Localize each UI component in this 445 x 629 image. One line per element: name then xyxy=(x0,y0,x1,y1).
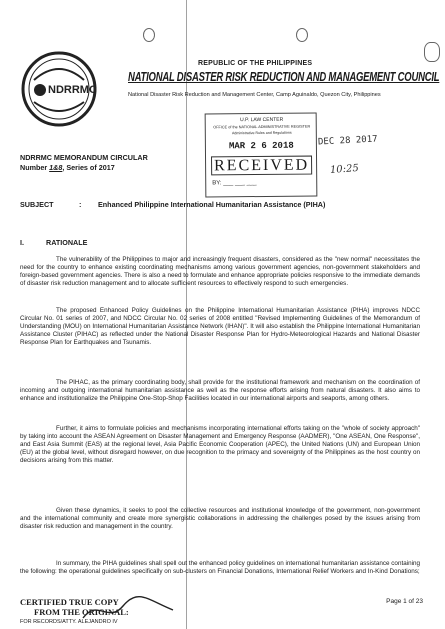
paragraph xyxy=(20,256,420,288)
section-heading xyxy=(20,238,88,247)
council-heading xyxy=(128,70,440,84)
handwritten-time: 10:25 xyxy=(329,163,360,176)
paragraph xyxy=(20,560,420,576)
punch-hole-mark xyxy=(296,28,308,42)
punch-hole-mark xyxy=(424,42,440,62)
council-address: National Disaster Risk Reduction and Management Center, Camp Aguinaldo, Quezon City, Philippines xyxy=(128,92,381,98)
paragraph-text: The PIHAC, as the primary coordinating body, shall provide for the institutional framework and mechanism on the coordination of incoming and outgoing international humanitarian assistance as well as the response efforts arising from natural disasters. It also aims to enhance and institutionalize the Philippine One-Stop-Shop Facilities located in our international airports and seaports, among others. xyxy=(20,379,420,403)
paragraph xyxy=(20,507,420,531)
subject-label: SUBJECT xyxy=(20,200,54,209)
page-number: Page 1 of 23 xyxy=(386,598,423,605)
paragraph-text: Further, it aims to formulate policies and mechanisms incorporating international efforts taking on the "whole of society approach" by taking into account the ASEAN Agreement on Disaster Management and Emergency Response (AADMER), "One ASEAN, One Response", and East Asia Summit (EAS) at the regional level, Asia Pacific Economic Cooperation (APEC), the United Nations (UN) and European Union (EU) at the global level, without disregard however, on due recognition to the primacy and sovereignty of the Philippines as the host country on decisions arising from this matter. xyxy=(20,425,420,465)
stamp-date: MAR 2 6 2018 xyxy=(228,140,294,152)
cert-line-3: FOR RECORDS/ATTY. ALEJANDRO IV xyxy=(20,619,118,625)
paragraph xyxy=(20,379,420,403)
paragraph xyxy=(20,307,420,347)
signature-scribble xyxy=(78,596,178,626)
paragraph-text: The vulnerability of the Philippines to major and increasingly frequent disasters, considered as the "new normal" necessitates the need for the country to enhance existing coordinating mechanisms among various government agencies, non-government stakeholders and foreign-based government agencies. There is also a need to formulate and enhance appropriate policies responsive to the immediate demands of disaster risk reduction management and to allocate sufficient resources to effectively respond to such emergencies. xyxy=(20,256,420,288)
received-stamp xyxy=(205,113,318,198)
stamp-line-3: Administrative Rules and Regulations xyxy=(231,130,292,136)
punch-hole-mark xyxy=(143,28,155,42)
stamp-by: BY: ___ ___ ___ xyxy=(212,180,257,187)
ndrrmc-logo xyxy=(20,50,98,128)
memo-title: NDRRMC MEMORANDUM CIRCULAR xyxy=(20,153,148,162)
subject-colon: : xyxy=(79,200,82,209)
memo-series: , Series of 2017 xyxy=(62,163,115,172)
logo-text: NDRRMC xyxy=(48,84,97,96)
paragraph-text: In summary, the PIHA guidelines shall spell out the enhanced policy guidelines on international humanitarian assistance containing the following: the operational guidelines specifically on sub-clusters on Financial Donations, International Relief Workers and In-Kind Donations; xyxy=(20,560,420,576)
handwritten-date: DEC 28 2017 xyxy=(317,134,378,148)
stamp-received: RECEIVED xyxy=(211,156,312,176)
memo-number-value: 1&8 xyxy=(49,163,63,172)
memo-number xyxy=(20,163,115,172)
section-title: RATIONALE xyxy=(46,238,88,247)
paragraph xyxy=(20,425,420,465)
memo-number-prefix: Number xyxy=(20,163,48,172)
section-number: I. xyxy=(20,238,24,247)
cert-line-1: CERTIFIED TRUE COPY xyxy=(20,597,119,607)
republic-heading: REPUBLIC OF THE PHILIPPINES xyxy=(198,60,313,67)
paragraph-text: The proposed Enhanced Policy Guidelines on the Philippine International Humanitarian Assistance (PIHA) improves NDCC Circular No. 01 series of 2007, and NDCC Circular No. 02 series of 2008 entitled "Revised Implementing Guidelines of the Memorandum of Understanding (MOU) on International Humanitarian Assistance Network (IHAN)". It will also establish the Philippine International Humanitarian Assistance Cluster (PIHAC) as reflected under the National Disaster Response Plan for Hydro-Meteorological Hazards and National Disaster Response Plan for Earthquakes and Tsunamis. xyxy=(20,307,420,347)
stamp-line-1: U.P. LAW CENTER xyxy=(240,116,284,124)
cert-line-2: FROM THE ORIGINAL: xyxy=(34,607,129,617)
subject-value: Enhanced Philippine International Humanitarian Assistance (PIHA) xyxy=(98,200,326,209)
subject-line xyxy=(20,200,326,209)
stamp-line-2: OFFICE of the NATIONAL ADMINISTRATIVE REGISTER xyxy=(213,124,311,130)
paragraph-text: Given these dynamics, it seeks to pool the collective resources and institutional knowledge of the government, non-government and the international community and create more synergistic collaborations in addressing the challenges posed by the issues arising from disaster risk reduction and management in the country. xyxy=(20,507,420,531)
council-name: NATIONAL DISASTER RISK REDUCTION AND MANAGEMENT COUNCIL xyxy=(128,70,440,84)
